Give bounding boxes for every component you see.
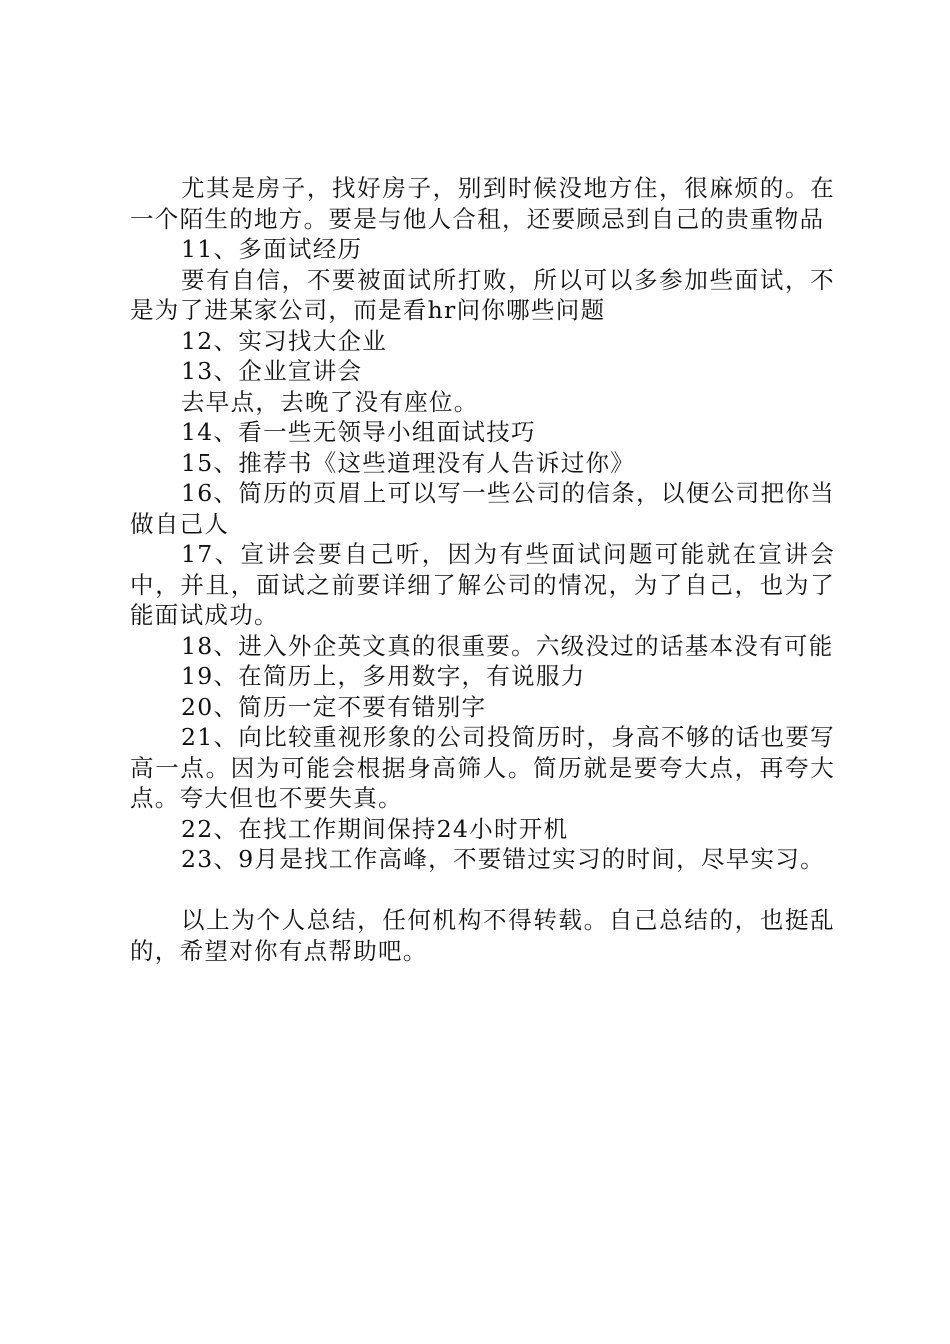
item-18: 18、进入外企英文真的很重要。六级没过的话基本没有可能 [181, 631, 834, 660]
closing-paragraph: 以上为个人总结，任何机构不得转载。自己总结的，也挺乱的，希望对你有点帮助吧。 [130, 906, 835, 965]
item-16: 16、简历的页眉上可以写一些公司的信条，以便公司把你当做自己人 [130, 479, 835, 538]
item-12: 12、实习找大企业 [181, 326, 388, 355]
document-body [130, 173, 835, 966]
item-11-heading: 11、多面试经历 [181, 235, 363, 263]
item-23: 23、9月是找工作高峰，不要错过实习的时间，尽早实习。 [181, 845, 825, 873]
item-15: 15、推荐书《这些道理没有人告诉过你》 [181, 448, 636, 477]
item-13-heading: 13、企业宣讲会 [181, 357, 363, 385]
item-19: 19、在简历上，多用数字，有说服力 [181, 662, 586, 690]
item-21: 21、向比较重视形象的公司投简历时，身高不够的话也要写高一点。因为可能会根据身高筛人。简历就是要夸大点，再夸大点。夸大但也不要失真。 [130, 723, 835, 812]
item-17: 17、宣讲会要自己听，因为有些面试问题可能就在宣讲会中，并且，面试之前要详细了解公司的情况，为了自己，也为了能面试成功。 [130, 540, 835, 629]
item-11-body: 要有自信，不要被面试所打败，所以可以多参加些面试，不是为了进某家公司，而是看hr问你哪些问题 [130, 265, 835, 324]
paragraph-housing: 尤其是房子，找好房子，别到时候没地方住，很麻烦的。在一个陌生的地方。要是与他人合租，还要顾忌到自己的贵重物品 [130, 174, 835, 233]
blank-line [130, 875, 835, 906]
item-22: 22、在找工作期间保持24小时开机 [181, 814, 569, 843]
item-13-body: 去早点，去晚了没有座位。 [181, 387, 479, 416]
item-14: 14、看一些无领导小组面试技巧 [181, 418, 536, 446]
item-20: 20、简历一定不要有错别字 [181, 692, 487, 721]
